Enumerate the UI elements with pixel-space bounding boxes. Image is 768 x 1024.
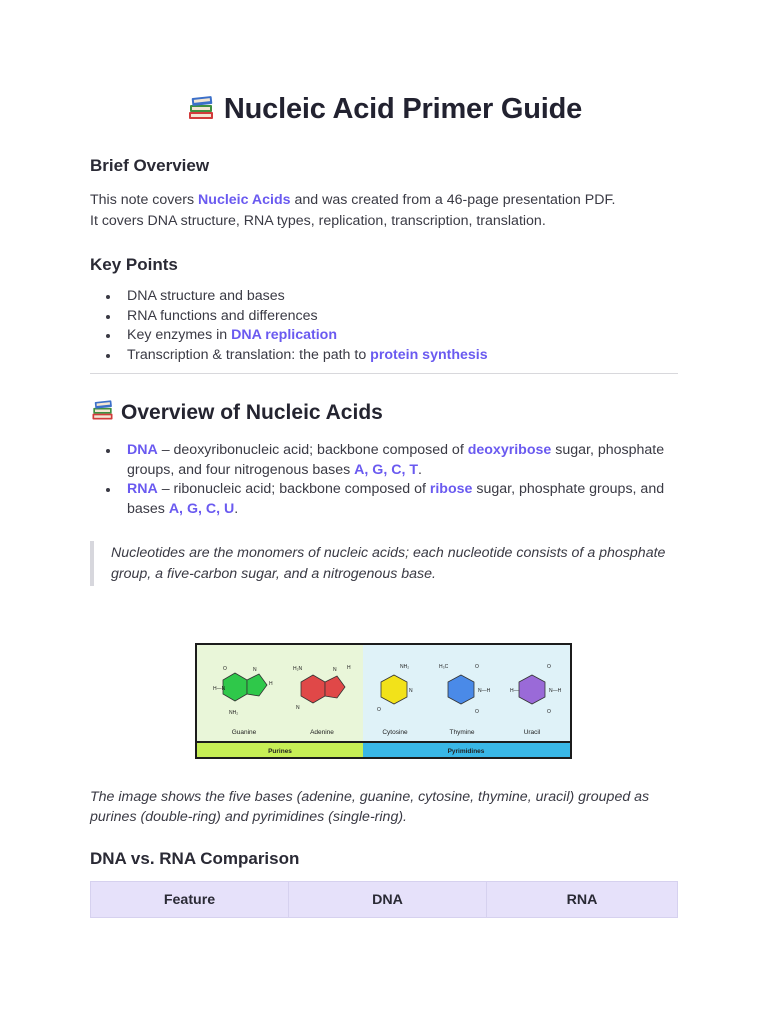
purines-label: Purines [268, 748, 292, 755]
svg-text:H₃C: H₃C [439, 664, 449, 670]
overview-text: It covers DNA structure, RNA types, replication, transcription, translation. [90, 213, 546, 229]
comparison-table [90, 881, 678, 918]
list-item [127, 346, 678, 366]
svg-text:O: O [547, 709, 551, 715]
list-item-text: DNA structure and bases [127, 288, 285, 304]
pyrimidines-label: Pyrimidines [447, 748, 485, 755]
svg-text:N: N [253, 667, 257, 673]
svg-text:N: N [409, 688, 413, 694]
column-header-dna: DNA [289, 882, 487, 918]
page-title [90, 92, 678, 130]
list-item-rna [127, 480, 678, 519]
overview-list [90, 441, 678, 519]
svg-text:H: H [269, 681, 273, 687]
overview-heading-text: Overview of Nucleic Acids [121, 401, 383, 424]
svg-text:NH₂: NH₂ [400, 664, 410, 670]
list-item-text: – ribonucleic acid; backbone composed of [157, 481, 430, 497]
blockquote [90, 541, 682, 586]
list-item [127, 287, 678, 307]
rna-bases-link[interactable]: A, G, C, U [168, 500, 235, 517]
brief-overview-heading: Brief Overview [90, 156, 210, 175]
svg-text:O: O [547, 664, 551, 670]
list-item-text: sugar, phosphate groups, and four nitrogenous bases [127, 442, 665, 478]
svg-text:N—H: N—H [478, 688, 491, 694]
protein-synthesis-link[interactable]: protein synthesis [370, 346, 488, 363]
list-item [127, 326, 678, 346]
punctuation: . [234, 500, 239, 517]
ribose-link[interactable]: ribose [429, 481, 473, 497]
figure-caption: The image shows the five bases (adenine, guanine, cytosine, thymine, uracil) grouped as purines (double-ring) and pyrimidines (single-ring). [90, 789, 650, 825]
guanine-label: Guanine [231, 729, 257, 736]
uracil-label: Uracil [523, 729, 541, 736]
blockquote-text: Nucleotides are the monomers of nucleic acids; each nucleotide consists of a phosphate group, a five-carbon sugar, and a nitrogenous base. [111, 545, 666, 582]
list-item-text: sugar, phosphate groups, and bases [127, 481, 665, 517]
dna-replication-link[interactable]: DNA replication [231, 327, 337, 343]
key-points-list [90, 287, 678, 365]
column-header-rna: RNA [487, 882, 678, 918]
list-item-text: Key enzymes in [127, 327, 232, 343]
nucleic-acids-link[interactable]: Nucleic Acids [198, 192, 291, 208]
deoxyribose-link[interactable]: deoxyribose [467, 442, 552, 458]
table-header-row [91, 882, 678, 918]
section-divider [90, 373, 678, 374]
books-icon [90, 397, 115, 428]
svg-text:NH₂: NH₂ [229, 710, 239, 716]
svg-text:H—N: H—N [213, 686, 226, 692]
list-item-text: – deoxyribonucleic acid; backbone composed of [157, 442, 468, 458]
dna-bases-link[interactable]: A, G, C, T [354, 461, 418, 478]
list-item [127, 307, 678, 327]
rna-term-link[interactable]: RNA [127, 481, 158, 497]
svg-text:O: O [475, 664, 479, 670]
list-item-text: Transcription & translation: the path to [127, 346, 371, 363]
adenine-label: Adenine [310, 729, 334, 736]
svg-text:H₂N: H₂N [293, 666, 303, 672]
column-header-feature: Feature [91, 882, 289, 918]
svg-text:N—H: N—H [549, 688, 562, 694]
thymine-label: Thymine [449, 729, 475, 736]
dna-term-link[interactable]: DNA [127, 442, 158, 458]
overview-heading [90, 397, 383, 428]
svg-text:O: O [223, 666, 227, 672]
svg-text:O: O [377, 707, 381, 713]
svg-text:N: N [296, 705, 300, 711]
brief-overview-paragraph [90, 190, 678, 232]
books-icon [186, 92, 216, 130]
comparison-heading: DNA vs. RNA Comparison [90, 849, 300, 868]
page-title-text: Nucleic Acid Primer Guide [223, 93, 583, 125]
svg-text:H—: H— [510, 688, 519, 694]
punctuation: . [418, 461, 422, 478]
key-points-heading: Key Points [90, 255, 178, 274]
overview-text: and was created from a 46-page presentation PDF. [290, 192, 616, 208]
nucleobases-figure [195, 643, 572, 759]
cytosine-label: Cytosine [382, 729, 408, 736]
svg-text:H: H [347, 665, 351, 671]
list-item-text: RNA functions and differences [127, 307, 318, 324]
overview-text: This note covers [90, 192, 199, 208]
svg-text:N: N [333, 667, 337, 673]
svg-text:O: O [475, 709, 479, 715]
list-item-dna [127, 441, 678, 480]
